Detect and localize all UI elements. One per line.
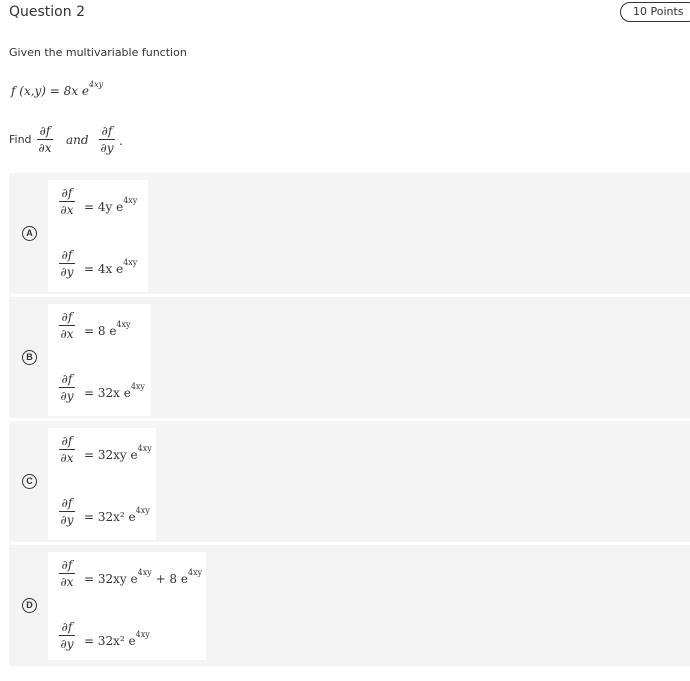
equation-exponent: 4xy [130, 382, 145, 391]
equation-fy [84, 382, 145, 400]
option-a[interactable] [9, 173, 690, 294]
option-d[interactable] [9, 545, 690, 666]
fraction-denominator: ∂x [60, 575, 74, 589]
fraction-denominator: ∂x [60, 451, 74, 465]
fraction-denominator: ∂y [100, 141, 114, 155]
equation-exponent: 4xy [137, 568, 152, 577]
partial-x-fraction [37, 124, 53, 155]
question-prompt: Given the multivariable function [9, 46, 187, 59]
fraction-denominator: ∂y [60, 389, 74, 403]
and-text: and [66, 133, 89, 147]
equation-expression: = 32x² e [84, 510, 136, 524]
equation-exponent: 4xy [137, 444, 152, 453]
partial-x-fraction [59, 186, 75, 217]
equation-expression: = 4x e [84, 262, 124, 276]
find-label: Find [9, 133, 32, 146]
equation-expression: = 4y e [84, 200, 124, 214]
fraction-denominator: ∂x [60, 327, 74, 341]
fraction-denominator: ∂x [60, 203, 74, 217]
equation-expression: = 32x² e [84, 634, 136, 648]
partial-y-fraction [59, 248, 75, 279]
option-b[interactable] [9, 297, 690, 418]
fraction-denominator: ∂y [60, 637, 74, 651]
function-exponent: 4xy [88, 80, 104, 89]
period: . [119, 134, 123, 148]
partial-y-fraction [59, 496, 75, 527]
equation-tail-exponent: 4xy [187, 568, 203, 577]
fraction-numerator: ∂f [61, 434, 73, 448]
equation-fx [84, 320, 131, 338]
fraction-denominator: ∂x [38, 141, 52, 155]
question-title: Question 2 [9, 4, 85, 20]
partial-y-fraction [99, 124, 115, 155]
points-badge: 10 Points [620, 2, 690, 22]
fraction-numerator: ∂f [101, 124, 113, 138]
option-letter-b[interactable]: B [22, 350, 37, 365]
equation-fy [84, 506, 150, 524]
equation-exponent: 4xy [123, 196, 138, 205]
fraction-numerator: ∂f [61, 372, 73, 386]
partial-y-fraction [59, 372, 75, 403]
equation-expression: = 32xy e [84, 448, 138, 462]
fraction-numerator: ∂f [61, 186, 73, 200]
fraction-numerator: ∂f [61, 496, 73, 510]
equation-fx [84, 444, 152, 462]
fraction-numerator: ∂f [39, 124, 51, 138]
equation-expression: = 32x e [84, 386, 131, 400]
equation-exponent: 4xy [116, 320, 131, 329]
equation-expression: = 8 e [84, 324, 117, 338]
function-lhs: f (x,y) = 8x e [11, 84, 89, 98]
equation-fy [84, 258, 138, 276]
fraction-denominator: ∂y [60, 513, 74, 527]
fraction-numerator: ∂f [61, 310, 73, 324]
equation-tail: + 8 e [155, 572, 188, 586]
equation-exponent: 4xy [135, 506, 150, 515]
option-letter-c[interactable]: C [22, 474, 37, 489]
fraction-numerator: ∂f [61, 620, 73, 634]
equation-exponent: 4xy [135, 630, 150, 639]
equation-exponent: 4xy [123, 258, 138, 267]
equation-fy [84, 630, 150, 648]
equation-expression: = 32xy e [84, 572, 138, 586]
fraction-numerator: ∂f [61, 248, 73, 262]
equation-fx [84, 196, 138, 214]
partial-x-fraction [59, 310, 75, 341]
function-definition [11, 80, 104, 98]
fraction-numerator: ∂f [61, 558, 73, 572]
option-letter-a[interactable]: A [22, 226, 37, 241]
partial-y-fraction [59, 620, 75, 651]
option-c[interactable] [9, 421, 690, 542]
fraction-denominator: ∂y [60, 265, 74, 279]
partial-x-fraction [59, 558, 75, 589]
equation-fx [84, 568, 203, 586]
partial-x-fraction [59, 434, 75, 465]
option-letter-d[interactable]: D [22, 598, 37, 613]
